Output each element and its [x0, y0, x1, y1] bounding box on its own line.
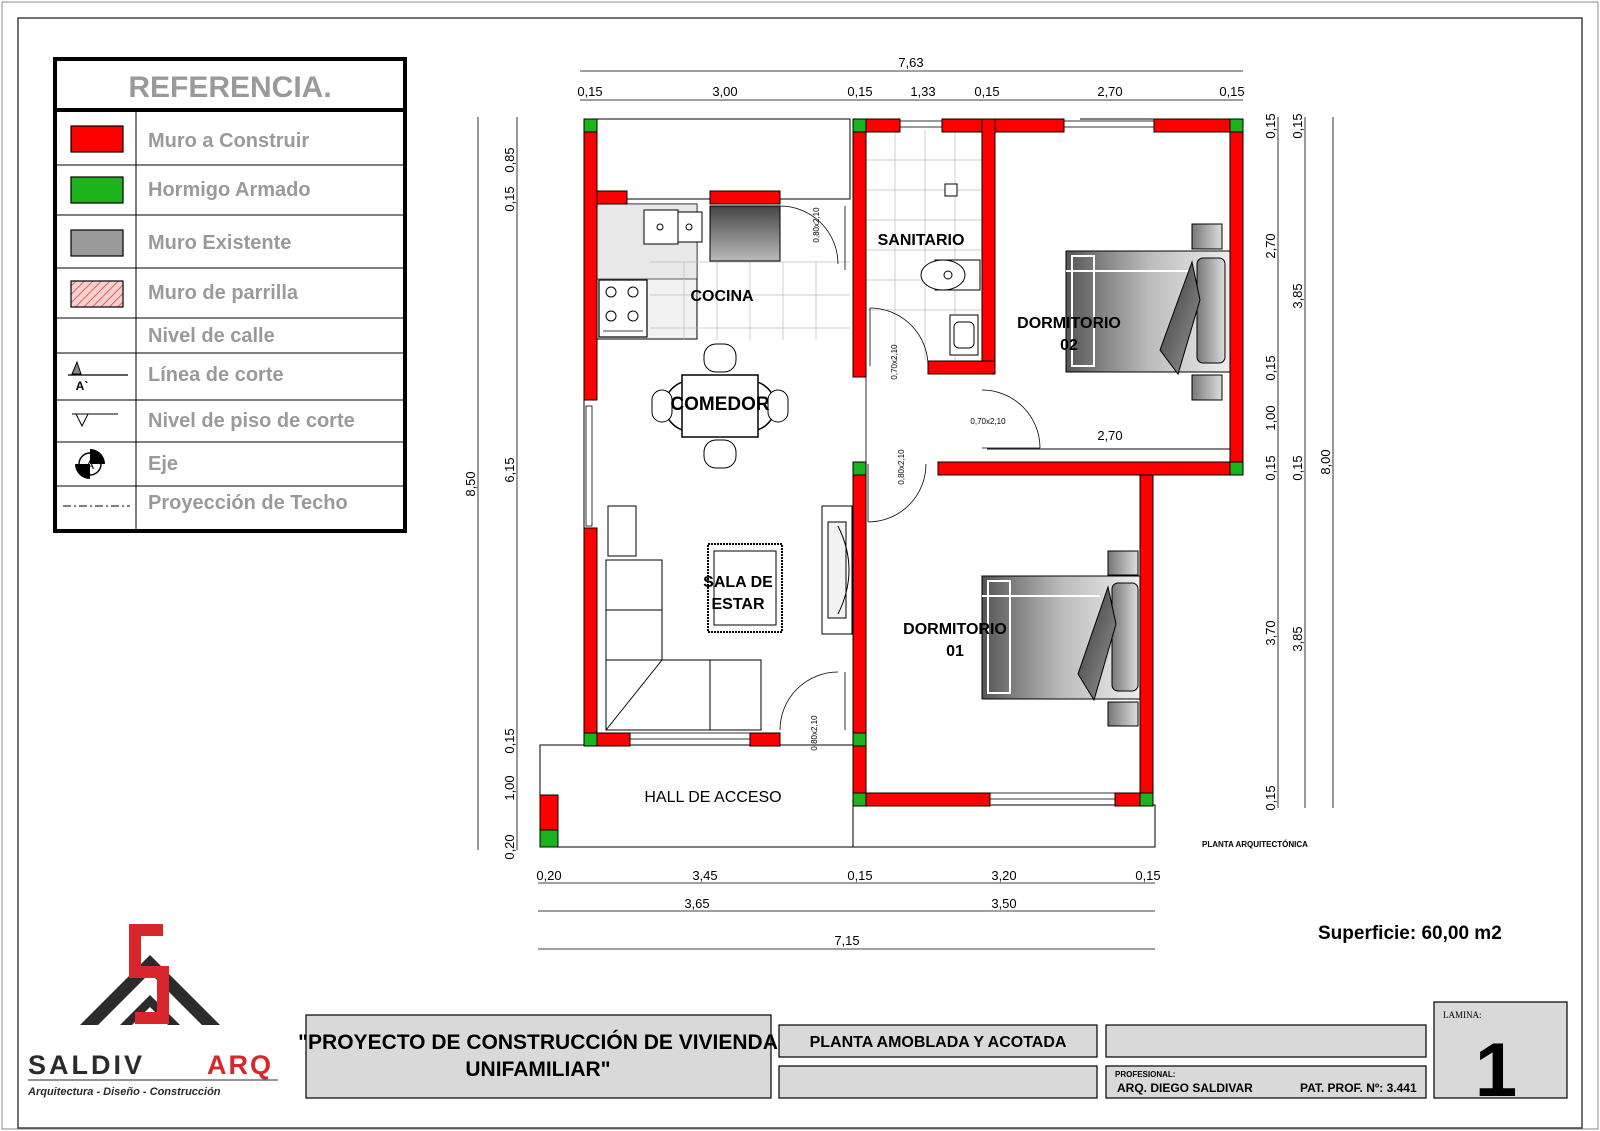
door-label-sanitario: 0,70x2,10 [890, 344, 899, 380]
refrigerator [710, 206, 780, 261]
dim-left-3: 0,15 [502, 728, 517, 754]
room-label-comedor: COMEDOR [670, 394, 770, 415]
dim-interior-dormitorio-02: 2,70 [1097, 428, 1123, 443]
dim-top-5: 2,70 [1097, 84, 1123, 99]
shower-drain [945, 184, 957, 196]
dim-right-mid-3: 3,85 [1290, 626, 1305, 652]
dim-right-inner-2: 0,15 [1263, 355, 1278, 381]
dim-bottom-4: 0,15 [1135, 868, 1161, 883]
info-box-empty [1106, 1025, 1426, 1057]
legend-label-section-line: Línea de corte [148, 364, 284, 386]
toilet [921, 260, 980, 290]
room-label-hall: HALL DE ACCESO [644, 789, 782, 806]
floor-plan [540, 119, 1308, 849]
license-number: PAT. PROF. Nº: 3.441 [1300, 1081, 1417, 1095]
dim-right-inner-5: 3,70 [1263, 620, 1278, 646]
dim-top-6: 0,15 [1219, 84, 1245, 99]
room-number-dormitorio-02: 02 [1060, 337, 1078, 354]
dim-left-5: 0,20 [502, 834, 517, 860]
dim-bottom-1: 3,45 [692, 868, 718, 883]
dim-left-2: 6,15 [502, 457, 517, 483]
dim-right-mid-1: 3,85 [1290, 283, 1305, 309]
legend-swatch-wall-new [71, 126, 123, 152]
dim-top-2: 0,15 [847, 84, 873, 99]
dim-right-inner-6: 0,15 [1263, 785, 1278, 811]
legend-swatch-concrete [71, 177, 123, 203]
legend-label-floor-level: Nivel de piso de corte [148, 410, 355, 432]
dim-right-inner-3: 1,00 [1263, 405, 1278, 431]
logo-tagline: Arquitectura - Diseño - Construcción [28, 1086, 221, 1098]
stove [599, 280, 647, 337]
room-label-dormitorio-02: DORMITORIO [1017, 315, 1121, 332]
washbasin [950, 315, 978, 355]
dim-right-total: 8,00 [1318, 449, 1333, 475]
legend-label-concrete: Hormigo Armado [148, 179, 311, 201]
dim-left-4: 1,00 [502, 775, 517, 801]
legend-label-grill: Muro de parrilla [148, 282, 299, 304]
room-label-cocina: COCINA [690, 288, 754, 305]
room-label-dormitorio-01: DORMITORIO [903, 621, 1007, 638]
plan-label: PLANTA ARQUITECTÓNICA [1202, 840, 1308, 849]
legend-label-wall-new: Muro a Construir [148, 130, 310, 152]
professional-label: PROFESIONAL: [1115, 1070, 1176, 1079]
logo-mark-icon [80, 930, 220, 1025]
door-label-cocina: 0,80x2,10 [812, 207, 821, 243]
logo-name-b: ARQ [207, 1050, 273, 1080]
dim-right-mid-2: 0,15 [1290, 455, 1305, 481]
legend-label-roof-projection: Proyección de Techo [148, 492, 348, 514]
dim-right-inner-1: 2,70 [1263, 233, 1278, 259]
dim-left-0: 0,85 [502, 147, 517, 173]
dim-left-1: 0,15 [502, 186, 517, 212]
dim-bottom-0: 0,20 [536, 868, 562, 883]
dim-top-1: 3,00 [712, 84, 738, 99]
dim-bottom-2: 0,15 [847, 868, 873, 883]
door-label-dormitorio-02: 0,70x2,10 [970, 417, 1006, 426]
company-logo [27, 930, 278, 1098]
dim-top-0: 0,15 [577, 84, 603, 99]
svg-text:A: A [85, 458, 95, 472]
door-label-acceso: 0,80x2,10 [810, 715, 819, 751]
door-label-dormitorio-01: 0,80x2,10 [897, 449, 906, 485]
dim-left-total: 8,50 [463, 471, 478, 497]
project-title-line2: UNIFAMILIAR" [465, 1058, 611, 1081]
lamina-label: LAMINA: [1443, 1010, 1482, 1020]
svg-text:A`: A` [75, 379, 89, 393]
bed-dormitorio-01 [982, 551, 1140, 726]
legend-label-existing: Muro Existente [148, 232, 292, 254]
room-label-estar: ESTAR [711, 596, 765, 613]
bed-dormitorio-02 [1066, 224, 1231, 400]
tv-unit [822, 506, 852, 634]
dim-right-inner-4: 0,15 [1263, 455, 1278, 481]
legend-label-axis: Eje [148, 453, 179, 475]
sheet-title: PLANTA AMOBLADA Y ACOTADA [809, 1034, 1067, 1051]
sheet-subtitle-box [779, 1066, 1097, 1098]
dim-right-mid-0: 0,15 [1290, 113, 1305, 139]
surface-label: Superficie: 60,00 m2 [1318, 923, 1502, 944]
dim-bottom-mid-0: 3,65 [684, 896, 710, 911]
legend-swatch-grill [71, 281, 123, 307]
legend [55, 59, 405, 531]
dim-top-3: 1,33 [910, 84, 936, 99]
room-number-dormitorio-01: 01 [946, 643, 964, 660]
logo-name-a: SALDIV [28, 1050, 146, 1080]
dim-right-inner-0: 0,15 [1263, 113, 1278, 139]
legend-swatch-existing [71, 230, 123, 256]
dim-bottom-mid-1: 3,50 [991, 896, 1017, 911]
room-label-sanitario: SANITARIO [877, 232, 965, 249]
legend-title: REFERENCIA. [128, 71, 332, 104]
dim-top-total: 7,63 [898, 55, 924, 70]
legend-label-street-level: Nivel de calle [148, 325, 275, 347]
lamina-number: 1 [1474, 1028, 1518, 1113]
project-title-line1: "PROYECTO DE CONSTRUCCIÓN DE VIVIENDA [298, 1031, 778, 1054]
title-block [298, 1002, 1567, 1113]
room-label-sala: SALA DE [703, 574, 773, 591]
dim-top-4: 0,15 [974, 84, 1000, 99]
professional-name: ARQ. DIEGO SALDIVAR [1117, 1081, 1253, 1095]
dim-bottom-3: 3,20 [991, 868, 1017, 883]
dim-bottom-total: 7,15 [834, 933, 860, 948]
